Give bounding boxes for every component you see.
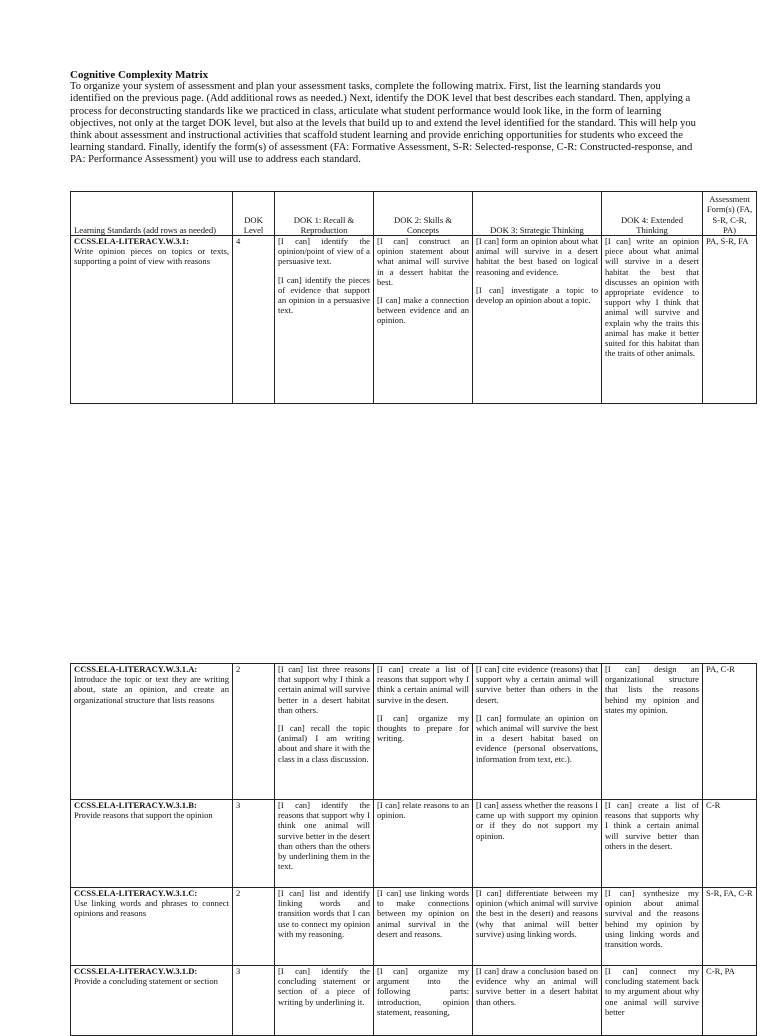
dok3-objective: [I can] investigate a topic to develop an opinion about a topic. bbox=[476, 284, 598, 306]
dok2-objective: [I can] organize my argument into the following parts: introduction, opinion statement, reasoning, bbox=[377, 966, 469, 1017]
dok3-cell bbox=[473, 664, 602, 800]
matrix-title: Cognitive Complexity Matrix bbox=[70, 69, 209, 81]
dok3-objective: [I can] form an opinion about what animal will survive in a desert habitat the best based on logical reasoning and evidence. bbox=[476, 236, 598, 277]
dok4-objective: [I can] synthesize my opinion about animal survival and the reasons behind my opinion by using linking words and transition words. bbox=[605, 888, 699, 950]
dok3-objective: [I can] assess whether the reasons I came up with support my opinion or if they do not support my opinion. bbox=[476, 800, 598, 841]
header-assessment: Assessment Form(s) (FA, S-R, C-R, PA) bbox=[703, 192, 757, 236]
dok1-cell bbox=[275, 236, 374, 404]
assessment-cell: C-R, PA bbox=[703, 966, 757, 1036]
dok1-objective: [I can] identify the pieces of evidence that support an opinion in a persuasive text. bbox=[278, 274, 370, 316]
dok2-objective: [I can] relate reasons to an opinion. bbox=[377, 800, 469, 821]
dok4-cell bbox=[602, 664, 703, 800]
dok1-objective: [I can] identify the opinion/point of view of a persuasive text. bbox=[278, 236, 370, 267]
table-row bbox=[71, 800, 757, 888]
complexity-matrix-table-page1 bbox=[70, 191, 757, 404]
standard-description: Use linking words and phrases to connect opinions and reasons bbox=[74, 898, 229, 919]
table-row bbox=[71, 664, 757, 800]
dok-level-cell: 2 bbox=[233, 664, 275, 800]
standard-cell bbox=[71, 966, 233, 1036]
standard-description: Provide reasons that support the opinion bbox=[74, 810, 213, 821]
assessment-cell: S-R, FA, C-R bbox=[703, 888, 757, 966]
header-dok3: DOK 3: Strategic Thinking bbox=[473, 192, 602, 236]
dok1-objective: [I can] list and identify linking words and transition words that I can use to connect my opinion with my reasoning. bbox=[278, 888, 370, 939]
dok3-cell bbox=[473, 888, 602, 966]
dok2-cell bbox=[374, 664, 473, 800]
dok1-cell bbox=[275, 664, 374, 800]
dok-level-cell: 3 bbox=[233, 800, 275, 888]
standard-cell bbox=[71, 888, 233, 966]
header-standards: Learning Standards (add rows as needed) bbox=[71, 192, 233, 236]
dok3-cell bbox=[473, 966, 602, 1036]
dok2-cell bbox=[374, 888, 473, 966]
table-row bbox=[71, 966, 757, 1036]
standard-code: CCSS.ELA-LITERACY.W.3.1.A: bbox=[74, 664, 198, 674]
standard-cell bbox=[71, 664, 233, 800]
dok3-objective: [I can] cite evidence (reasons) that support why a certain animal will survive better than others in the desert. bbox=[476, 664, 598, 705]
dok3-cell bbox=[473, 800, 602, 888]
dok1-objective: [I can] list three reasons that support why I think a certain animal will survive better in a desert habitat than others. bbox=[278, 664, 370, 715]
complexity-matrix-table-page2 bbox=[70, 663, 757, 1036]
dok2-objective: [I can] use linking words to make connections between my opinion on animal survival in the desert and reasons. bbox=[377, 888, 469, 939]
dok4-cell bbox=[602, 800, 703, 888]
assessment-cell: C-R bbox=[703, 800, 757, 888]
dok1-cell bbox=[275, 800, 374, 888]
standard-description: Write opinion pieces on topics or texts, supporting a point of view with reasons bbox=[74, 246, 229, 267]
dok4-objective: [I can] write an opinion piece about what animal will survive in a desert habitat the best that discusses an opinion with appropriate evidence to support why I think that animal will survive and explain why the traits this animal has make it better suited for this habitat than the traits of other animals. bbox=[605, 236, 699, 359]
instructions-paragraph: To organize your system of assessment and plan your assessment tasks, complete the following matrix. First, list the learning standards you identified on the previous page. (Add additional rows as needed.) Next, identify the DOK level that best describes each standard. Then, applying a process for deconstructing standards like we practiced in class, articulate what student performance would look like, in the form of learning objectives, not only at the target DOK level, but also at the levels that build up to and extend the level identified for the standard. This will help you think about assessment and instructional activities that scaffold student learning and provide enriching opportunities for students who exceed the learning standard. Finally, identify the form(s) of assessment (FA: Formative Assessment, S-R: Selected-response, C-R: Constructed-response, and PA: Performance Assessment) you will use to address each standard. bbox=[70, 81, 696, 166]
standard-code: CCSS.ELA-LITERACY.W.3.1: bbox=[74, 236, 189, 246]
dok-level-cell: 4 bbox=[233, 236, 275, 404]
dok4-objective: [I can] connect my concluding statement back to my argument about why one animal will survive better bbox=[605, 966, 699, 1017]
header-dok4: DOK 4: Extended Thinking bbox=[602, 192, 703, 236]
header-dok-level: DOK Level bbox=[233, 192, 275, 236]
standard-code: CCSS.ELA-LITERACY.W.3.1.B: bbox=[74, 800, 197, 810]
table-row bbox=[71, 236, 757, 404]
dok1-objective: [I can] identify the concluding statement or section of a piece of writing by underlining it. bbox=[278, 966, 370, 1007]
standard-cell bbox=[71, 236, 233, 404]
dok2-objective: [I can] construct an opinion statement about what animal will survive in a dessert habitat the best. bbox=[377, 236, 469, 287]
header-dok1: DOK 1: Recall & Reproduction bbox=[275, 192, 374, 236]
standard-code: CCSS.ELA-LITERACY.W.3.1.C: bbox=[74, 888, 198, 898]
dok4-cell bbox=[602, 236, 703, 404]
header-dok2: DOK 2: Skills & Concepts bbox=[374, 192, 473, 236]
dok3-objective: [I can] draw a conclusion based on evidence why an animal will survive better in a desert habitat than others. bbox=[476, 966, 598, 1007]
dok-level-cell: 3 bbox=[233, 966, 275, 1036]
dok2-cell bbox=[374, 236, 473, 404]
assessment-cell: PA, C-R bbox=[703, 664, 757, 800]
standard-code: CCSS.ELA-LITERACY.W.3.1.D: bbox=[74, 966, 198, 976]
dok2-cell bbox=[374, 966, 473, 1036]
standard-cell bbox=[71, 800, 233, 888]
header-row bbox=[71, 192, 757, 236]
standard-description: Provide a concluding statement or section bbox=[74, 976, 218, 987]
dok2-cell bbox=[374, 800, 473, 888]
dok4-objective: [I can] create a list of reasons that supports why I think a certain animal will survive better than others in the desert. bbox=[605, 800, 699, 851]
dok1-cell bbox=[275, 966, 374, 1036]
standard-description: Introduce the topic or text they are writing about, state an opinion, and create an organizational structure that lists reasons bbox=[74, 674, 229, 705]
dok3-cell bbox=[473, 236, 602, 404]
dok1-objective: [I can] recall the topic (animal) I am writing about and share it with the class in a class discussion. bbox=[278, 723, 370, 764]
dok2-objective: [I can] organize my thoughts to prepare for writing. bbox=[377, 712, 469, 744]
dok2-objective: [I can] make a connection between evidence and an opinion. bbox=[377, 295, 469, 326]
dok1-cell bbox=[275, 888, 374, 966]
intro-block bbox=[70, 69, 698, 167]
dok4-cell bbox=[602, 888, 703, 966]
dok3-objective: [I can] formulate an opinion on which animal will survive the best in a desert habitat based on evidence (personal observations, information from text, etc.). bbox=[476, 712, 598, 764]
dok2-objective: [I can] create a list of reasons that support why I think a certain animal will survive in the desert. bbox=[377, 664, 469, 705]
dok1-objective: [I can] identify the reasons that support why I think one animal will survive better in the desert than others than the others by underlining them in the text. bbox=[278, 800, 370, 872]
dok-level-cell: 2 bbox=[233, 888, 275, 966]
dok4-objective: [I can] design an organizational structure that lists the reasons behind my opinion and states my opinion. bbox=[605, 664, 699, 715]
dok4-cell bbox=[602, 966, 703, 1036]
table-row bbox=[71, 888, 757, 966]
dok3-objective: [I can] differentiate between my opinion (which animal will survive the best in the desert) and reasons (why that animal will better survive) using linking words. bbox=[476, 888, 598, 939]
assessment-cell: PA, S-R, FA bbox=[703, 236, 757, 404]
